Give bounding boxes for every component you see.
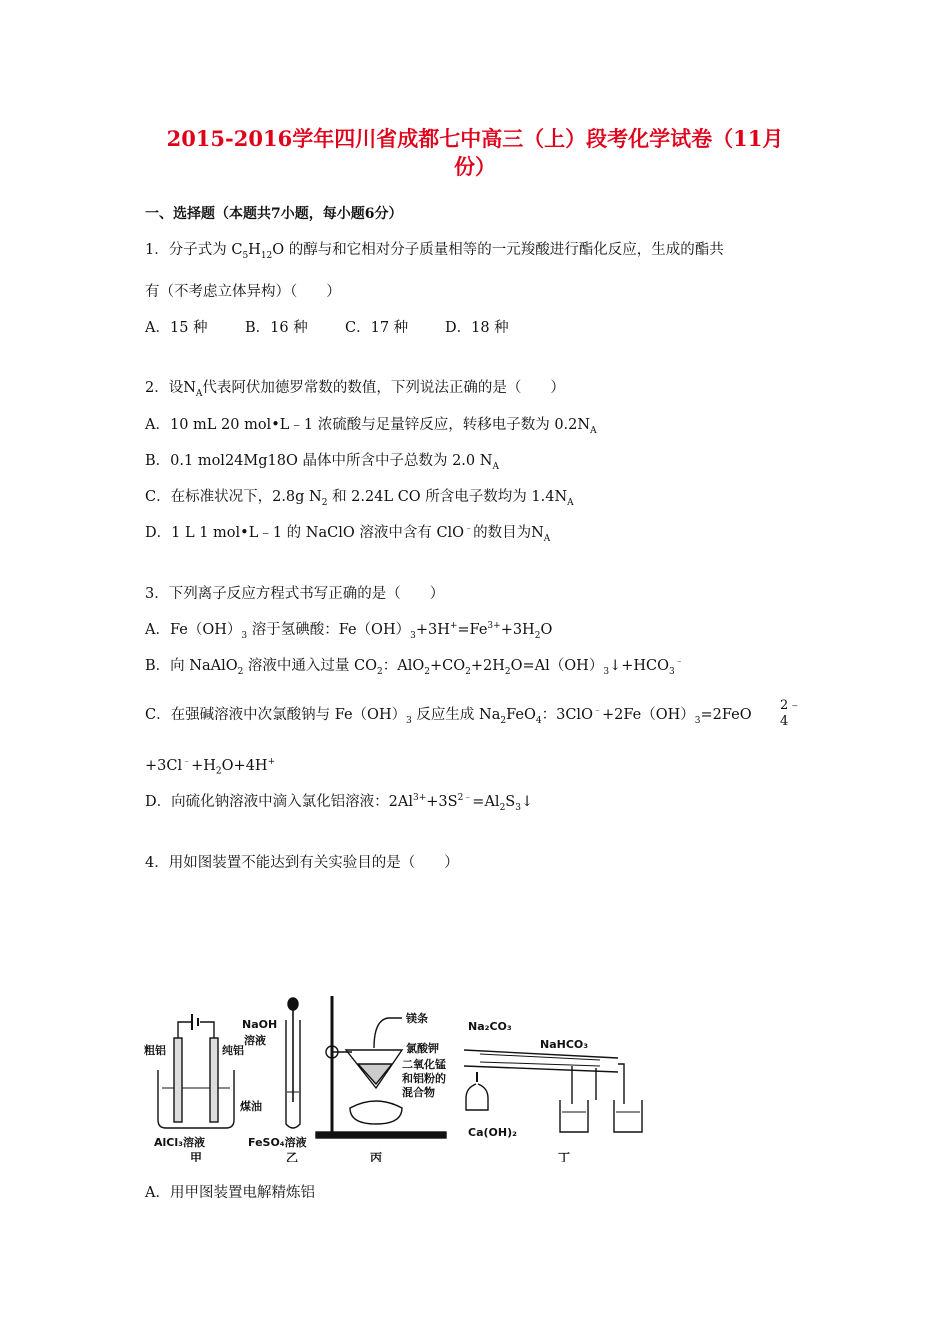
q2-stem: 2．设$N_A$代表阿伏加德罗常数的数值，下列说法正确的是（ ） xyxy=(145,380,565,399)
jia-caption: 甲 xyxy=(190,1151,203,1162)
q2-option-b: B．0.1 mol24Mg18O 晶体中所含中子总数为 2.0 $N_A$ xyxy=(145,453,499,472)
q1-option-b: B．16 种 xyxy=(245,320,308,336)
electrolysis-cell xyxy=(158,1014,234,1128)
q1-stem-line1: 1．分子式为 $C_5H_{12}O$ 的醇与和它相对分子质量相等的一元羧酸进行酯化反应，生成的酯共 xyxy=(145,242,724,261)
q2-option-d: D．1 L 1 mol•L﹣1 的 NaClO 溶液中含有 ClO﹣的数目为$N_A$ xyxy=(145,524,551,544)
q3-stem: 3．下列离子反应方程式书写正确的是（ ） xyxy=(145,586,445,602)
q3-option-b: B．向 NaAlO$_2$ 溶液中通入过量 $CO_2$：$AlO_2+CO_2+2H_2O=Al(OH)_3↓+HCO_3^﹣$ xyxy=(145,657,684,677)
q2-option-c: C．在标准状况下，2.8g $N_2$ 和 2.24L CO 所含电子数均为 $1.4N_A$ xyxy=(145,489,574,508)
bing-caption: 丙 xyxy=(370,1151,383,1162)
bing-kclo3-label: 氯酸钾 xyxy=(406,1042,439,1055)
yi-caption: 乙 xyxy=(286,1151,299,1162)
q3-option-c: C．在强碱溶液中次氯酸钠与 $Fe(OH)_3$ 反应生成 $Na_2FeO_4$：$3ClO^﹣+2Fe(OH)_3=2FeO$ xyxy=(145,706,752,726)
q3-option-c-continued: $+3Cl^﹣+H_2O+4H^+$ xyxy=(145,757,276,777)
exam-title-line2: 份） xyxy=(454,154,496,179)
jia-right-label: 纯铝 xyxy=(222,1044,244,1057)
exam-title-line1: 2015-2016学年四川省成都七中高三（上）段考化学试卷（11月 xyxy=(166,126,784,151)
bing-mno2-label: 二氧化锰 xyxy=(402,1058,446,1071)
q1-options xyxy=(145,316,509,337)
carbonate-setup xyxy=(464,1050,642,1132)
ding-caoh2-label: Ca(OH)₂ xyxy=(468,1126,517,1139)
yi-feso4-label: FeSO₄溶液 xyxy=(248,1136,307,1149)
yi-kerosene-label: 煤油 xyxy=(240,1100,262,1113)
q1-stem-line2: 有（不考虑立体异构）（ ） xyxy=(145,284,341,300)
q1-option-a: A．15 种 xyxy=(145,320,208,336)
jia-left-label: 粗铝 xyxy=(144,1044,166,1057)
bing-mg-label: 镁条 xyxy=(406,1012,428,1025)
q4-stem: 4．用如图装置不能达到有关实验目的是（ ） xyxy=(145,855,459,871)
q3-option-a: A．$Fe(OH)_3$ 溶于氢碘酸：$Fe(OH)_3+3H^+=Fe^{3+}+3H_2O$ xyxy=(145,621,553,641)
q1-option-c: C．17 种 xyxy=(345,320,409,336)
ferrate-charge-fraction: 2﹣ 4 xyxy=(780,698,802,729)
bing-al-label: 和铝粉的 xyxy=(402,1072,446,1085)
jia-solution-label: AlCl₃溶液 xyxy=(154,1136,205,1149)
apparatus-figure xyxy=(140,992,670,1162)
section-heading: 一、选择题（本题共7小题，每小题6分） xyxy=(145,206,403,222)
ding-caption: 丁 xyxy=(558,1151,571,1162)
q2-option-a: A．10 mL 20 mol•L﹣1 浓硫酸与足量锌反应，转移电子数为 $0.2N_A$ xyxy=(145,417,597,436)
ding-na2co3-label: Na₂CO₃ xyxy=(468,1020,512,1033)
yi-solution-label: 溶液 xyxy=(244,1034,266,1047)
apparatus-diagram xyxy=(140,992,670,1162)
q4-option-a: A．用甲图装置电解精炼铝 xyxy=(145,1185,315,1201)
q1-option-d: D．18 种 xyxy=(445,320,509,336)
ding-nahco3-label: NaHCO₃ xyxy=(540,1038,589,1051)
q3-option-d: D．向硫化钠溶液中滴入氯化铝溶液：$2Al^{3+}+3S^{2﹣}=Al_2S_3↓$ xyxy=(145,793,534,813)
yi-naoh-label: NaOH xyxy=(242,1018,278,1031)
bing-mixture-label: 混合物 xyxy=(402,1086,435,1099)
test-tube-setup xyxy=(286,998,300,1128)
